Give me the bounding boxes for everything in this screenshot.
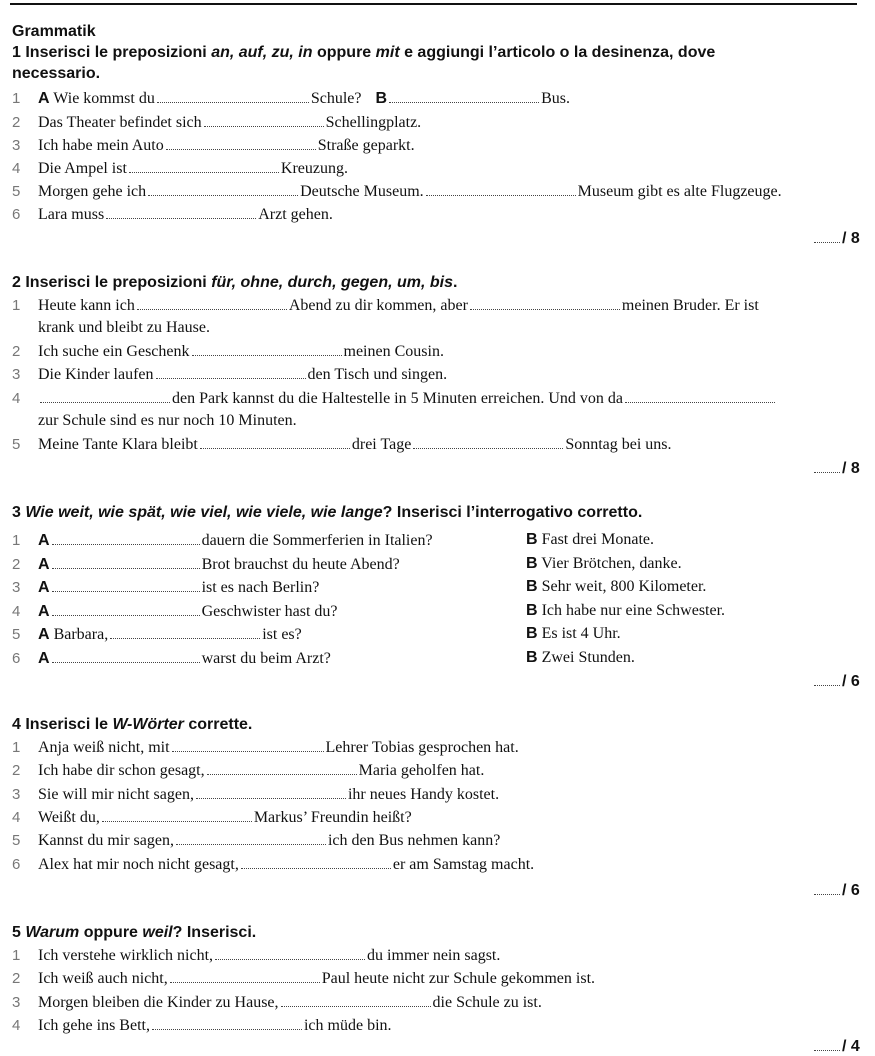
blank-input[interactable] bbox=[52, 577, 200, 592]
score-blank[interactable] bbox=[814, 1036, 840, 1051]
blank-input[interactable] bbox=[426, 181, 576, 196]
s4-item bbox=[12, 737, 519, 758]
s1-item-5: 5 Morgen gehe ich Deutsche Museum. Museum gibt es alte Flugzeuge. bbox=[12, 183, 782, 200]
s2-item-3: 3 Die Kinder laufen den Tisch und singen. bbox=[12, 366, 448, 383]
item-number: 3 bbox=[12, 785, 21, 803]
s3-item bbox=[12, 530, 433, 551]
item-number: 3 bbox=[12, 579, 21, 596]
s4-score: / 6 bbox=[812, 880, 860, 900]
blank-input[interactable] bbox=[40, 388, 170, 403]
blank-input[interactable] bbox=[192, 341, 342, 356]
question-text: ist es nach Berlin? bbox=[201, 579, 320, 596]
blank-input[interactable] bbox=[204, 112, 324, 127]
sentence-end: ihr neues Handy kostet. bbox=[347, 785, 500, 803]
sentence-end: Paul heute nicht zur Schule gekommen ist. bbox=[321, 970, 596, 988]
section-1-heading-cont: necessario. bbox=[12, 65, 101, 82]
s5-item bbox=[12, 1015, 392, 1036]
item-number: 1 bbox=[12, 947, 21, 964]
item-number: 5 bbox=[12, 832, 21, 850]
s1-item-3: 3 Ich habe mein Auto Straße geparkt. bbox=[12, 137, 415, 154]
blank-input[interactable] bbox=[148, 181, 298, 196]
blank-input[interactable] bbox=[156, 364, 306, 379]
score-blank[interactable] bbox=[814, 458, 840, 473]
speaker-b: B bbox=[526, 648, 538, 666]
s4-item bbox=[12, 807, 412, 828]
s3-answer bbox=[526, 530, 654, 550]
answer-text: Es ist 4 Uhr. bbox=[541, 625, 621, 642]
s5-score: / 4 bbox=[812, 1036, 860, 1056]
item-number: 1 bbox=[12, 532, 21, 549]
blank-input[interactable] bbox=[106, 204, 256, 219]
sentence-end: ich müde bin. bbox=[303, 1016, 392, 1034]
item-number: 1 bbox=[12, 739, 21, 756]
sentence-end: Lehrer Tobias gesprochen hat. bbox=[325, 739, 519, 756]
sentence-end: die Schule zu ist. bbox=[432, 993, 542, 1011]
blank-input[interactable] bbox=[176, 830, 326, 845]
blank-input[interactable] bbox=[52, 648, 200, 663]
blank-input[interactable] bbox=[102, 807, 252, 822]
sentence-start: Ich habe dir schon gesagt, bbox=[38, 762, 205, 780]
page-title: Grammatik bbox=[12, 23, 96, 40]
sentence-end: Markus’ Freundin heißt? bbox=[253, 808, 412, 826]
answer-text: Ich habe nur eine Schwester. bbox=[541, 601, 726, 619]
blank-input[interactable] bbox=[52, 554, 200, 569]
score-blank[interactable] bbox=[814, 671, 840, 686]
sentence-start: Kannst du mir sagen, bbox=[38, 832, 174, 850]
sentence-start: Ich gehe ins Bett, bbox=[38, 1016, 150, 1034]
s3-item bbox=[12, 624, 302, 645]
item-number: 6 bbox=[12, 855, 21, 873]
s3-item bbox=[12, 577, 319, 598]
s3-item bbox=[12, 554, 400, 575]
s3-answer bbox=[526, 554, 682, 574]
s3-answer bbox=[526, 601, 725, 621]
s5-item bbox=[12, 992, 542, 1013]
blank-input[interactable] bbox=[625, 388, 775, 403]
sentence-end: Maria geholfen hat. bbox=[358, 762, 485, 780]
blank-input[interactable] bbox=[281, 992, 431, 1007]
s2-item-1-cont: krank und bleibt zu Hause. bbox=[38, 319, 210, 336]
s1-item-4: 4 Die Ampel ist Kreuzung. bbox=[12, 160, 348, 177]
s4-item bbox=[12, 830, 500, 851]
blank-input[interactable] bbox=[470, 295, 620, 310]
item-number: 4 bbox=[12, 1016, 21, 1034]
s2-item-5: 5 Meine Tante Klara bleibt drei Tage Sonntag bei uns. bbox=[12, 436, 672, 453]
blank-input[interactable] bbox=[157, 88, 309, 103]
speaker-a: A bbox=[38, 602, 50, 620]
s1-item-2: 2 Das Theater befindet sich Schellingplatz. bbox=[12, 114, 422, 131]
sentence-end: du immer nein sagst. bbox=[367, 947, 501, 964]
s4-item bbox=[12, 854, 534, 875]
section-2-heading: 2 Inserisci le preposizioni für, ohne, durch, gegen, um, bis. bbox=[12, 274, 458, 291]
sentence-start: Sie will mir nicht sagen, bbox=[38, 785, 194, 803]
answer-text: Fast drei Monate. bbox=[541, 531, 654, 548]
blank-input[interactable] bbox=[129, 158, 279, 173]
s2-item-1: 1 Heute kann ich Abend zu dir kommen, aber meinen Bruder. Er ist bbox=[12, 297, 759, 314]
s1-item-1: 1 A Wie kommst du Schule? B Bus. bbox=[12, 90, 570, 107]
section-5-heading: 5 Warum oppure weil? Inserisci. bbox=[12, 924, 257, 941]
speaker-a: A bbox=[38, 532, 50, 549]
top-rule bbox=[10, 3, 857, 5]
item-number: 5 bbox=[12, 626, 21, 643]
sentence-end: ich den Bus nehmen kann? bbox=[327, 832, 501, 850]
section-1-heading: 1 Inserisci le preposizioni an, auf, zu, in oppure mit e aggiungi l’articolo o la desinenza, dove bbox=[12, 44, 716, 61]
speaker-b: B bbox=[526, 601, 538, 619]
s2-item-4: 4 den Park kannst du die Haltestelle in 5 Minuten erreichen. Und von da bbox=[12, 388, 777, 409]
question-text: dauern die Sommerferien in Italien? bbox=[201, 532, 433, 549]
blank-input[interactable] bbox=[196, 784, 346, 799]
speaker-a: A bbox=[38, 649, 50, 667]
blank-input[interactable] bbox=[207, 760, 357, 775]
sentence-start: Ich verstehe wirklich nicht, bbox=[38, 947, 214, 964]
answer-text: Zwei Stunden. bbox=[541, 648, 635, 666]
question-text: Brot brauchst du heute Abend? bbox=[201, 555, 400, 573]
s5-item bbox=[12, 945, 500, 966]
sentence-start: Morgen bleiben die Kinder zu Hause, bbox=[38, 993, 279, 1011]
score-blank[interactable] bbox=[814, 880, 840, 895]
item-number: 4 bbox=[12, 808, 21, 826]
item-number: 6 bbox=[12, 649, 21, 667]
speaker-b: B bbox=[526, 554, 538, 572]
blank-input[interactable] bbox=[241, 854, 391, 869]
blank-input[interactable] bbox=[389, 88, 539, 103]
speaker-b: B bbox=[526, 531, 538, 548]
blank-input[interactable] bbox=[110, 624, 260, 639]
item-number: 2 bbox=[12, 762, 21, 780]
speaker-b: B bbox=[526, 578, 538, 595]
question-prefix: Barbara, bbox=[53, 626, 109, 643]
s2-item-2: 2 Ich suche ein Geschenk meinen Cousin. bbox=[12, 343, 444, 360]
section-3-heading: 3 Wie weit, wie spät, wie viel, wie viele, wie lange? Inserisci l’interrogativo corretto. bbox=[12, 504, 643, 521]
s5-item bbox=[12, 968, 595, 989]
blank-input[interactable] bbox=[152, 1015, 302, 1030]
s3-answer bbox=[526, 624, 621, 644]
item-number: 4 bbox=[12, 602, 21, 620]
s3-answer bbox=[526, 648, 635, 668]
s2-item-4-cont: zur Schule sind es nur noch 10 Minuten. bbox=[38, 412, 297, 429]
s3-answer bbox=[526, 577, 706, 597]
s4-item bbox=[12, 784, 499, 805]
speaker-a: A bbox=[38, 555, 50, 573]
s4-item bbox=[12, 760, 484, 781]
speaker-b: B bbox=[526, 625, 538, 642]
score-blank[interactable] bbox=[814, 228, 840, 243]
question-text: ist es? bbox=[262, 626, 302, 643]
blank-input[interactable] bbox=[170, 968, 320, 983]
sentence-start: Ich weiß auch nicht, bbox=[38, 970, 168, 988]
blank-input[interactable] bbox=[200, 434, 350, 449]
item-number: 2 bbox=[12, 970, 21, 988]
blank-input[interactable] bbox=[413, 434, 563, 449]
s2-score: / 8 bbox=[812, 458, 860, 478]
blank-input[interactable] bbox=[172, 737, 324, 752]
item-number: 3 bbox=[12, 993, 21, 1011]
s3-score: / 6 bbox=[812, 671, 860, 691]
question-text: warst du beim Arzt? bbox=[201, 649, 331, 667]
item-number: 2 bbox=[12, 555, 21, 573]
speaker-a: A bbox=[38, 626, 50, 643]
s1-item-6: 6 Lara muss Arzt gehen. bbox=[12, 206, 333, 223]
answer-text: Vier Brötchen, danke. bbox=[541, 554, 682, 572]
blank-input[interactable] bbox=[166, 135, 316, 150]
s1-score: / 8 bbox=[812, 228, 860, 248]
blank-input[interactable] bbox=[137, 295, 287, 310]
blank-input[interactable] bbox=[215, 945, 365, 960]
blank-input[interactable] bbox=[52, 530, 200, 545]
question-text: Geschwister hast du? bbox=[201, 602, 338, 620]
sentence-start: Weißt du, bbox=[38, 808, 100, 826]
blank-input[interactable] bbox=[52, 601, 200, 616]
s3-item bbox=[12, 601, 338, 622]
answer-text: Sehr weit, 800 Kilometer. bbox=[541, 578, 707, 595]
section-4-heading: 4 Inserisci le W-Wörter corrette. bbox=[12, 716, 253, 733]
sentence-end: er am Samstag macht. bbox=[392, 855, 535, 873]
s3-item bbox=[12, 648, 331, 669]
sentence-start: Alex hat mir noch nicht gesagt, bbox=[38, 855, 239, 873]
speaker-a: A bbox=[38, 579, 50, 596]
sentence-start: Anja weiß nicht, mit bbox=[38, 739, 170, 756]
